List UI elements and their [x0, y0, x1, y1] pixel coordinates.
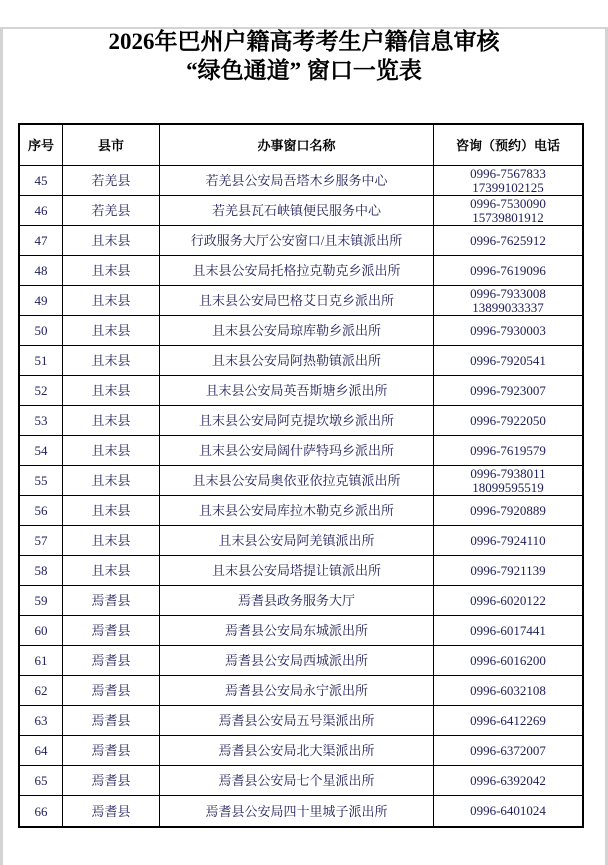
table-row	[20, 376, 582, 406]
phone-cell	[434, 406, 582, 436]
serial-number-cell: 53	[20, 406, 63, 436]
table-row	[20, 676, 582, 706]
phone-cell	[434, 376, 582, 406]
serial-number-cell: 60	[20, 616, 63, 646]
page-title	[0, 27, 608, 85]
county-cell: 焉耆县	[63, 616, 160, 646]
window-name-cell: 焉耆县公安局四十里城子派出所	[160, 796, 434, 826]
county-cell: 且末县	[63, 436, 160, 466]
county-cell: 若羌县	[63, 166, 160, 196]
phone-number: 0996-7625912	[470, 232, 546, 248]
table-body	[20, 166, 582, 826]
serial-number-cell: 55	[20, 466, 63, 496]
serial-number-cell: 49	[20, 286, 63, 316]
county-cell: 且末县	[63, 226, 160, 256]
phone-number: 0996-6032108	[470, 682, 546, 698]
county-cell: 且末县	[63, 346, 160, 376]
phone-number: 18099595519	[472, 479, 544, 495]
window-name-cell: 且末县公安局奥依亚依拉克镇派出所	[160, 466, 434, 496]
phone-number: 0996-7920889	[470, 502, 546, 518]
window-name-cell: 且末县公安局巴格艾日克乡派出所	[160, 286, 434, 316]
phone-cell	[434, 496, 582, 526]
table-row	[20, 646, 582, 676]
window-list-table	[18, 123, 584, 828]
phone-number: 0996-7938011	[470, 465, 546, 481]
phone-number: 0996-7923007	[470, 382, 546, 398]
phone-number: 0996-7922050	[470, 412, 546, 428]
serial-number-cell: 66	[20, 796, 63, 826]
county-cell: 焉耆县	[63, 706, 160, 736]
phone-number: 13899033337	[472, 299, 544, 315]
phone-number: 0996-6392042	[470, 772, 546, 788]
serial-number-cell: 56	[20, 496, 63, 526]
phone-cell	[434, 286, 582, 316]
phone-cell	[434, 196, 582, 226]
county-cell: 焉耆县	[63, 676, 160, 706]
window-name-cell: 且末县公安局琼库勒乡派出所	[160, 316, 434, 346]
phone-number: 0996-7924110	[470, 532, 546, 548]
phone-number: 0996-7530090	[470, 195, 546, 211]
window-name-cell: 且末县公安局阔什萨特玛乡派出所	[160, 436, 434, 466]
serial-number-cell: 61	[20, 646, 63, 676]
serial-number-cell: 57	[20, 526, 63, 556]
window-name-cell: 且末县公安局英吾斯塘乡派出所	[160, 376, 434, 406]
phone-number: 0996-7567833	[470, 165, 546, 181]
phone-number: 0996-7921139	[470, 562, 546, 578]
phone-cell	[434, 766, 582, 796]
phone-cell	[434, 526, 582, 556]
phone-cell	[434, 436, 582, 466]
window-name-cell: 行政服务大厅公安窗口/且末镇派出所	[160, 226, 434, 256]
county-cell: 且末县	[63, 316, 160, 346]
phone-number: 15739801912	[472, 209, 544, 225]
window-name-cell: 且末县公安局塔提让镇派出所	[160, 556, 434, 586]
county-cell: 且末县	[63, 286, 160, 316]
serial-number-cell: 46	[20, 196, 63, 226]
window-name-cell: 且末县公安局阿热勒镇派出所	[160, 346, 434, 376]
phone-cell	[434, 166, 582, 196]
header-window-name: 办事窗口名称	[160, 125, 434, 166]
window-name-cell: 且末县公安局托格拉克勒克乡派出所	[160, 256, 434, 286]
table-row	[20, 526, 582, 556]
table-row	[20, 706, 582, 736]
table-row	[20, 166, 582, 196]
serial-number-cell: 54	[20, 436, 63, 466]
phone-cell	[434, 466, 582, 496]
phone-number: 0996-6412269	[470, 712, 546, 728]
county-cell: 且末县	[63, 526, 160, 556]
county-cell: 且末县	[63, 376, 160, 406]
county-cell: 焉耆县	[63, 766, 160, 796]
window-name-cell: 焉耆县公安局西城派出所	[160, 646, 434, 676]
table-row	[20, 226, 582, 256]
phone-cell	[434, 616, 582, 646]
phone-cell	[434, 736, 582, 766]
table-row	[20, 496, 582, 526]
header-phone: 咨询（预约）电话	[434, 125, 582, 166]
county-cell: 且末县	[63, 466, 160, 496]
table-row	[20, 736, 582, 766]
county-cell: 若羌县	[63, 196, 160, 226]
county-cell: 焉耆县	[63, 586, 160, 616]
window-name-cell: 焉耆县政务服务大厅	[160, 586, 434, 616]
window-name-cell: 若羌县公安局吾塔木乡服务中心	[160, 166, 434, 196]
table-row	[20, 466, 582, 496]
table-row	[20, 286, 582, 316]
phone-cell	[434, 316, 582, 346]
phone-number: 0996-6016200	[470, 652, 546, 668]
phone-number: 0996-6372007	[470, 742, 546, 758]
table-row	[20, 346, 582, 376]
table-row	[20, 766, 582, 796]
phone-number: 0996-7930003	[470, 322, 546, 338]
serial-number-cell: 62	[20, 676, 63, 706]
county-cell: 且末县	[63, 496, 160, 526]
county-cell: 焉耆县	[63, 646, 160, 676]
phone-cell	[434, 586, 582, 616]
table-row	[20, 586, 582, 616]
phone-cell	[434, 226, 582, 256]
serial-number-cell: 64	[20, 736, 63, 766]
phone-number: 0996-7920541	[470, 352, 546, 368]
phone-number: 0996-7619579	[470, 442, 546, 458]
table-row	[20, 796, 582, 826]
header-serial-number: 序号	[20, 125, 63, 166]
serial-number-cell: 50	[20, 316, 63, 346]
phone-number: 17399102125	[472, 179, 544, 195]
header-county: 县市	[63, 125, 160, 166]
window-name-cell: 焉耆县公安局永宁派出所	[160, 676, 434, 706]
phone-cell	[434, 256, 582, 286]
phone-cell	[434, 796, 582, 826]
table-row	[20, 196, 582, 226]
phone-cell	[434, 706, 582, 736]
window-name-cell: 焉耆县公安局五号渠派出所	[160, 706, 434, 736]
serial-number-cell: 58	[20, 556, 63, 586]
serial-number-cell: 63	[20, 706, 63, 736]
window-name-cell: 且末县公安局阿克提坎墩乡派出所	[160, 406, 434, 436]
window-name-cell: 且末县公安局库拉木勒克乡派出所	[160, 496, 434, 526]
serial-number-cell: 52	[20, 376, 63, 406]
window-name-cell: 焉耆县公安局东城派出所	[160, 616, 434, 646]
phone-number: 0996-7619096	[470, 262, 546, 278]
serial-number-cell: 59	[20, 586, 63, 616]
county-cell: 焉耆县	[63, 736, 160, 766]
phone-number: 0996-6017441	[470, 622, 546, 638]
phone-number: 0996-6020122	[470, 592, 546, 608]
table-row	[20, 316, 582, 346]
table-row	[20, 256, 582, 286]
phone-number: 0996-6401024	[470, 803, 546, 818]
county-cell: 且末县	[63, 256, 160, 286]
table-row	[20, 406, 582, 436]
table-row	[20, 616, 582, 646]
page-edge-top	[0, 27, 608, 29]
serial-number-cell: 47	[20, 226, 63, 256]
window-name-cell: 若羌县瓦石峡镇便民服务中心	[160, 196, 434, 226]
document-page	[0, 27, 608, 865]
serial-number-cell: 65	[20, 766, 63, 796]
serial-number-cell: 51	[20, 346, 63, 376]
table-row	[20, 556, 582, 586]
table-row	[20, 436, 582, 466]
serial-number-cell: 48	[20, 256, 63, 286]
county-cell: 焉耆县	[63, 796, 160, 826]
phone-cell	[434, 346, 582, 376]
phone-cell	[434, 556, 582, 586]
phone-cell	[434, 676, 582, 706]
page-title-line1: 2026年巴州户籍高考考生户籍信息审核	[108, 29, 500, 54]
serial-number-cell: 45	[20, 166, 63, 196]
phone-cell	[434, 646, 582, 676]
table-header-row	[20, 125, 582, 166]
phone-number: 0996-7933008	[470, 285, 546, 301]
page-edge-left	[0, 27, 3, 865]
window-name-cell: 焉耆县公安局七个星派出所	[160, 766, 434, 796]
page-title-line2: “绿色通道” 窗口一览表	[186, 58, 422, 83]
window-name-cell: 焉耆县公安局北大渠派出所	[160, 736, 434, 766]
window-name-cell: 且末县公安局阿羌镇派出所	[160, 526, 434, 556]
county-cell: 且末县	[63, 406, 160, 436]
county-cell: 且末县	[63, 556, 160, 586]
